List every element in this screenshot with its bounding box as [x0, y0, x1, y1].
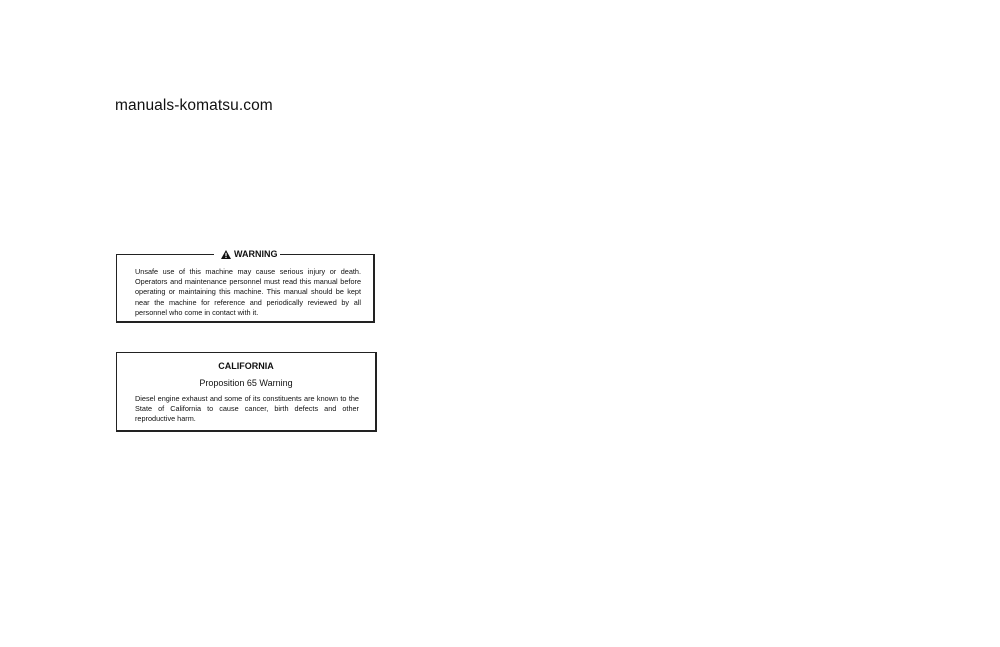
- warning-heading: [219, 248, 280, 260]
- warning-border-line-right: [275, 254, 375, 255]
- california-subtitle: Proposition 65 Warning: [199, 378, 293, 388]
- california-text: Diesel engine exhaust and some of its constituents are known to the State of California to cause cancer, birth defects and other reproductive harm.: [135, 394, 359, 424]
- warning-text: Unsafe use of this machine may cause serious injury or death. Operators and maintenance personnel must read this manual before operating or maintaining this machine. This manual should be kept near the machine for reference and periodically reviewed by all personnel who come in contact with it.: [135, 267, 361, 317]
- warning-title: WARNING: [234, 249, 278, 259]
- california-box: [116, 352, 377, 432]
- warning-triangle-icon: [221, 250, 231, 259]
- california-title: CALIFORNIA: [218, 361, 274, 371]
- warning-box: [116, 249, 375, 323]
- warning-border-line-left: [116, 254, 214, 255]
- site-header: manuals-komatsu.com: [115, 97, 273, 114]
